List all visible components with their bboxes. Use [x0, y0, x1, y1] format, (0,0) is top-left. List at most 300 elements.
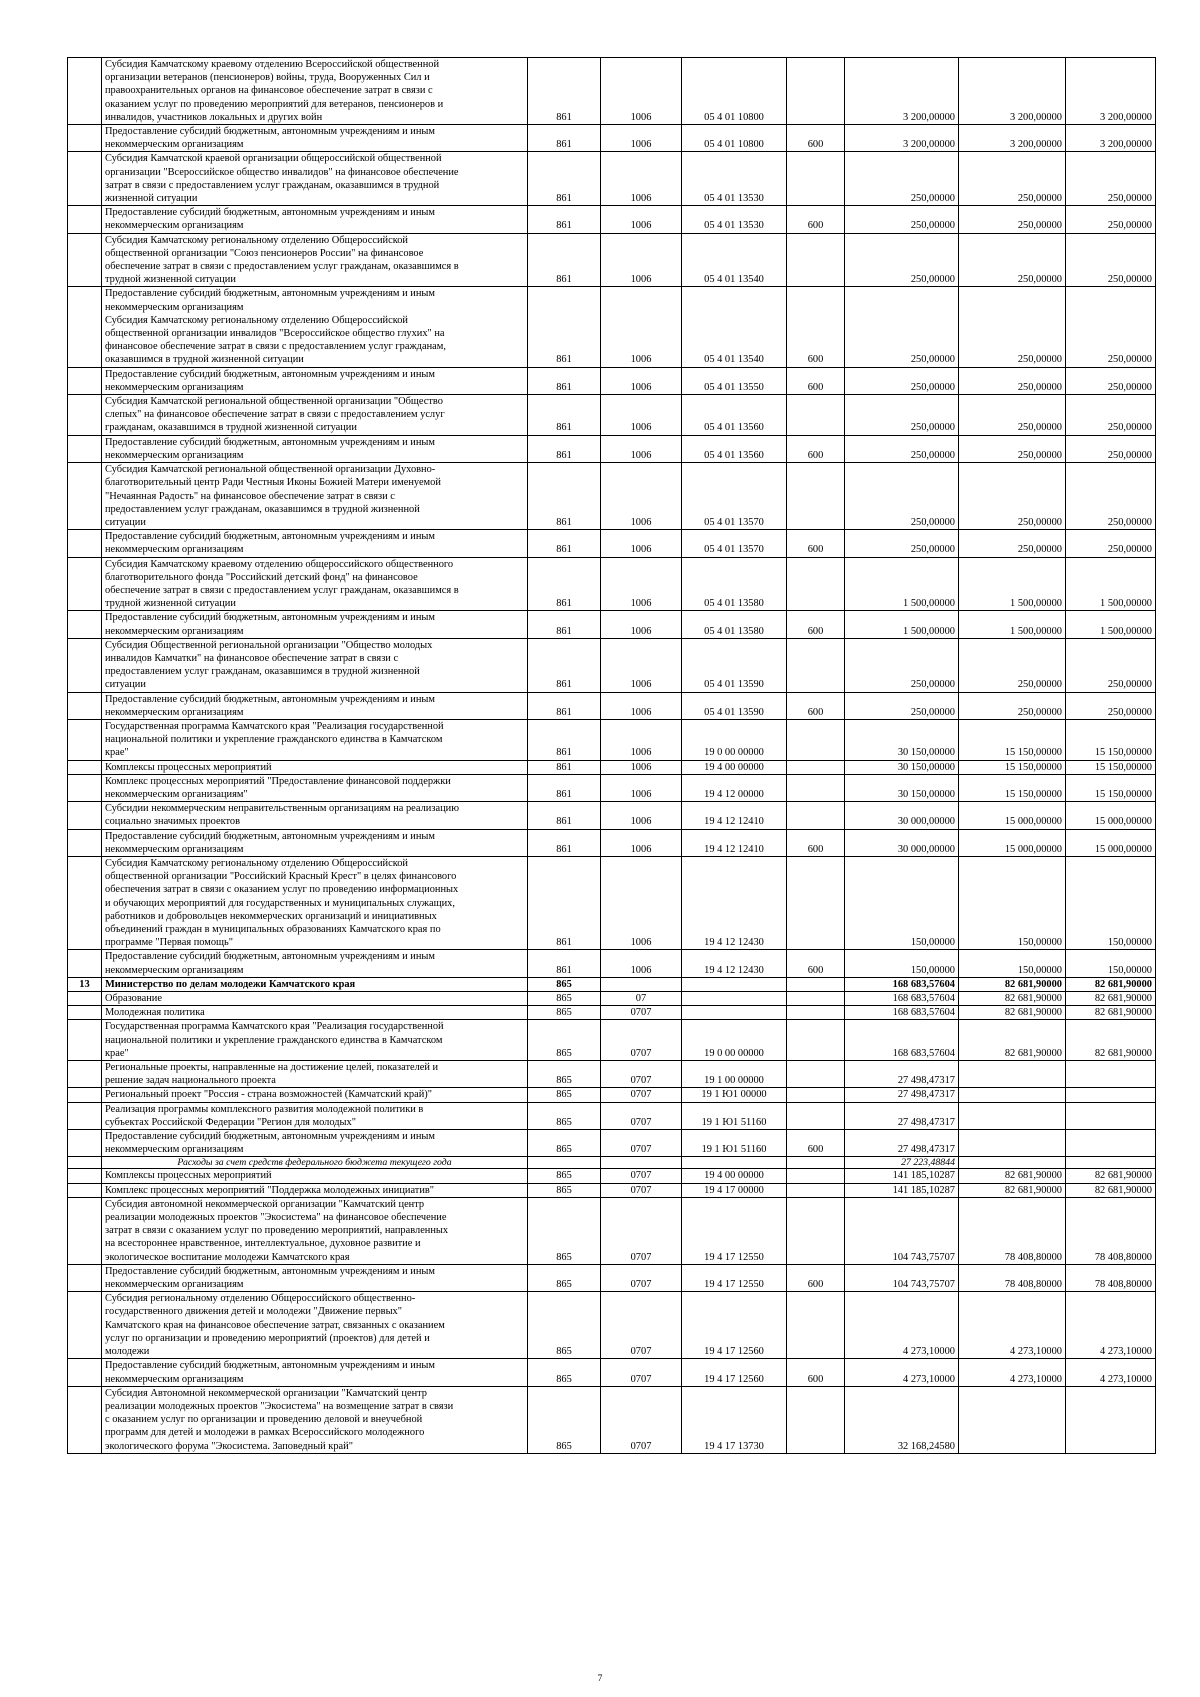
- table-row: [68, 1102, 1156, 1129]
- row-section-code: 0707: [601, 1006, 682, 1020]
- row-target-article: 05 4 01 13530: [682, 206, 787, 233]
- row-value-year2: 15 150,00000: [959, 774, 1066, 801]
- row-name: Предоставление субсидий бюджетным, автономным учреждениям и иным некоммерческим организациям: [102, 530, 528, 557]
- row-grbs-code: 865: [528, 977, 601, 991]
- row-target-article: 19 4 17 12560: [682, 1359, 787, 1386]
- table-row: [68, 829, 1156, 856]
- row-expense-type: [787, 638, 845, 692]
- row-value-year2: 15 000,00000: [959, 802, 1066, 829]
- row-value-year2: 250,00000: [959, 395, 1066, 436]
- table-row: [68, 367, 1156, 394]
- row-value-year2: 82 681,90000: [959, 1183, 1066, 1197]
- row-number: [68, 152, 102, 206]
- row-target-article: 19 1 00 00000: [682, 1061, 787, 1088]
- row-number: [68, 1157, 102, 1169]
- row-grbs-code: 865: [528, 992, 601, 1006]
- row-number: [68, 1292, 102, 1359]
- row-name: Комплекс процессных мероприятий "Предоставление финансовой поддержки некоммерческим организациям": [102, 774, 528, 801]
- row-expense-type: [787, 977, 845, 991]
- row-section-code: 1006: [601, 638, 682, 692]
- row-number: [68, 1183, 102, 1197]
- row-number: [68, 1006, 102, 1020]
- row-expense-type: 600: [787, 367, 845, 394]
- row-number: [68, 367, 102, 394]
- row-value-year1: 27 223,48844: [845, 1157, 959, 1169]
- row-name: Предоставление субсидий бюджетным, автономным учреждениям и иным некоммерческим организациям: [102, 435, 528, 462]
- row-name: Предоставление субсидий бюджетным, автономным учреждениям и иным некоммерческим организациям: [102, 950, 528, 977]
- budget-table-body: [68, 58, 1156, 1454]
- row-name: Субсидия региональному отделению Общероссийского общественно- государственного движения детей и молодежи "Движение первых" Камчатского края на финансовое обеспечение затрат, связанных с оказанием услуг по организации и проведению мероприятий (проектов) для детей и молодежи: [102, 1292, 528, 1359]
- row-grbs-code: 865: [528, 1130, 601, 1157]
- row-grbs-code: 865: [528, 1169, 601, 1183]
- table-row: [68, 463, 1156, 530]
- row-value-year2: 250,00000: [959, 692, 1066, 719]
- row-value-year2: [959, 1130, 1066, 1157]
- row-value-year2: 15 000,00000: [959, 829, 1066, 856]
- row-expense-type: [787, 1386, 845, 1453]
- row-section-code: 1006: [601, 58, 682, 125]
- row-value-year3: 250,00000: [1066, 463, 1156, 530]
- row-grbs-code: 865: [528, 1183, 601, 1197]
- table-row: [68, 1169, 1156, 1183]
- row-expense-type: 600: [787, 125, 845, 152]
- row-value-year1: 250,00000: [845, 692, 959, 719]
- table-row: [68, 1197, 1156, 1264]
- row-value-year1: 141 185,10287: [845, 1169, 959, 1183]
- row-name: Субсидия автономной некоммерческой организации "Камчатский центр реализации молодежных проектов "Экосистема" на финансовое обеспечение затрат в связи с оказанием услуг по проведению мероприятий, направленных на всестороннее нравственное, интеллектуальное, духовное развитие и экологическое воспитание молодежи Камчатского края: [102, 1197, 528, 1264]
- row-section-code: 1006: [601, 287, 682, 367]
- row-value-year3: 82 681,90000: [1066, 992, 1156, 1006]
- row-name: Комплексы процессных мероприятий: [102, 760, 528, 774]
- row-grbs-code: 861: [528, 287, 601, 367]
- row-target-article: [682, 1006, 787, 1020]
- row-name: Предоставление субсидий бюджетным, автономным учреждениям и иным некоммерческим организациям: [102, 1130, 528, 1157]
- row-value-year1: 30 150,00000: [845, 760, 959, 774]
- row-value-year1: 250,00000: [845, 530, 959, 557]
- row-number: [68, 1061, 102, 1088]
- row-value-year2: 250,00000: [959, 206, 1066, 233]
- row-name: Предоставление субсидий бюджетным, автономным учреждениям и иным некоммерческим организациям: [102, 692, 528, 719]
- row-number: [68, 206, 102, 233]
- row-number: 13: [68, 977, 102, 991]
- row-value-year1: 250,00000: [845, 206, 959, 233]
- row-number: [68, 774, 102, 801]
- table-row: [68, 152, 1156, 206]
- row-target-article: [682, 977, 787, 991]
- row-value-year3: 82 681,90000: [1066, 1183, 1156, 1197]
- row-expense-type: [787, 1183, 845, 1197]
- row-grbs-code: 861: [528, 638, 601, 692]
- row-name: Предоставление субсидий бюджетным, автономным учреждениям и иным некоммерческим организациям Субсидия Камчатскому региональному отделению Общероссийской общественной организации инвалидов "Всероссийское общество глухих" на финансовое обеспечение затрат в связи с предоставлением услуг гражданам, оказавшимся в трудной жизненной ситуации: [102, 287, 528, 367]
- row-target-article: 19 4 12 00000: [682, 774, 787, 801]
- row-grbs-code: 861: [528, 950, 601, 977]
- row-value-year3: 4 273,10000: [1066, 1292, 1156, 1359]
- row-value-year2: [959, 1102, 1066, 1129]
- row-value-year2: 82 681,90000: [959, 977, 1066, 991]
- row-value-year3: 250,00000: [1066, 638, 1156, 692]
- row-grbs-code: 861: [528, 125, 601, 152]
- table-row: [68, 856, 1156, 949]
- row-target-article: 19 4 12 12430: [682, 856, 787, 949]
- row-grbs-code: 861: [528, 829, 601, 856]
- row-name: Субсидия Камчатской региональной общественной организации "Общество слепых" на финансовое обеспечение затрат в связи с предоставлением услуг гражданам, оказавшимся в трудной жизненной ситуации: [102, 395, 528, 436]
- row-expense-type: [787, 802, 845, 829]
- table-row: [68, 802, 1156, 829]
- row-value-year3: 15 000,00000: [1066, 829, 1156, 856]
- row-name: Субсидия Камчатскому краевому отделению общероссийского общественного благотворительного фонда "Российский детский фонд" на финансовое обеспечение затрат в связи с предоставлением услуг гражданам, оказавшимся в трудной жизненной ситуации: [102, 557, 528, 611]
- row-number: [68, 638, 102, 692]
- row-grbs-code: 861: [528, 395, 601, 436]
- row-value-year3: 15 150,00000: [1066, 719, 1156, 760]
- row-value-year3: 3 200,00000: [1066, 125, 1156, 152]
- row-target-article: 19 4 12 12410: [682, 802, 787, 829]
- row-expense-type: [787, 1292, 845, 1359]
- row-name: Министерство по делам молодежи Камчатского края: [102, 977, 528, 991]
- row-section-code: 0707: [601, 1197, 682, 1264]
- page-number: 7: [597, 1674, 603, 1684]
- row-section-code: 1006: [601, 774, 682, 801]
- row-value-year2: 82 681,90000: [959, 1169, 1066, 1183]
- row-expense-type: 600: [787, 287, 845, 367]
- table-row: [68, 774, 1156, 801]
- row-grbs-code: 861: [528, 802, 601, 829]
- row-name: Предоставление субсидий бюджетным, автономным учреждениям и иным некоммерческим организациям: [102, 367, 528, 394]
- row-value-year3: 1 500,00000: [1066, 611, 1156, 638]
- row-section-code: 1006: [601, 125, 682, 152]
- row-expense-type: 600: [787, 206, 845, 233]
- row-section-code: 0707: [601, 1102, 682, 1129]
- row-grbs-code: 861: [528, 760, 601, 774]
- row-target-article: 05 4 01 13540: [682, 233, 787, 287]
- row-name: Субсидии некоммерческим неправительственным организациям на реализацию социально значимых проектов: [102, 802, 528, 829]
- row-grbs-code: 861: [528, 856, 601, 949]
- row-grbs-code: 865: [528, 1264, 601, 1291]
- row-section-code: 07: [601, 992, 682, 1006]
- row-value-year2: 250,00000: [959, 287, 1066, 367]
- row-name: Региональные проекты, направленные на достижение целей, показателей и решение задач национального проекта: [102, 1061, 528, 1088]
- table-row: [68, 611, 1156, 638]
- row-name: Предоставление субсидий бюджетным, автономным учреждениям и иным некоммерческим организациям: [102, 611, 528, 638]
- row-value-year3: [1066, 1061, 1156, 1088]
- row-value-year3: 250,00000: [1066, 692, 1156, 719]
- row-number: [68, 435, 102, 462]
- row-target-article: 19 4 00 00000: [682, 760, 787, 774]
- row-grbs-code: 865: [528, 1292, 601, 1359]
- row-expense-type: [787, 1061, 845, 1088]
- row-value-year2: 78 408,80000: [959, 1197, 1066, 1264]
- row-section-code: 0707: [601, 1264, 682, 1291]
- row-section-code: 1006: [601, 557, 682, 611]
- row-value-year2: 1 500,00000: [959, 611, 1066, 638]
- row-value-year1: 168 683,57604: [845, 1006, 959, 1020]
- table-row: [68, 287, 1156, 367]
- row-value-year3: 250,00000: [1066, 287, 1156, 367]
- row-expense-type: [787, 719, 845, 760]
- row-value-year1: 30 150,00000: [845, 719, 959, 760]
- row-grbs-code: 865: [528, 1006, 601, 1020]
- row-value-year3: 250,00000: [1066, 206, 1156, 233]
- row-section-code: 1006: [601, 829, 682, 856]
- row-name: Субсидия Камчатской краевой организации общероссийской общественной организации "Всероссийское общество инвалидов" на финансовое обеспечение затрат в связи с предоставлением услуг гражданам, оказавшимся в трудной жизненной ситуации: [102, 152, 528, 206]
- row-section-code: 1006: [601, 760, 682, 774]
- row-value-year1: 250,00000: [845, 367, 959, 394]
- row-number: [68, 125, 102, 152]
- row-grbs-code: 861: [528, 233, 601, 287]
- row-target-article: 05 4 01 13590: [682, 692, 787, 719]
- row-expense-type: [787, 774, 845, 801]
- row-value-year3: 4 273,10000: [1066, 1359, 1156, 1386]
- row-number: [68, 1102, 102, 1129]
- row-value-year2: [959, 1088, 1066, 1102]
- row-value-year2: 82 681,90000: [959, 1020, 1066, 1061]
- row-number: [68, 1088, 102, 1102]
- row-value-year1: 30 000,00000: [845, 829, 959, 856]
- budget-table: [67, 57, 1156, 1454]
- table-row: [68, 719, 1156, 760]
- row-section-code: 1006: [601, 152, 682, 206]
- row-value-year2: 250,00000: [959, 152, 1066, 206]
- row-name: Государственная программа Камчатского края "Реализация государственной национальной политики и укрепление гражданского единства в Камчатском крае": [102, 719, 528, 760]
- table-row: [68, 395, 1156, 436]
- row-grbs-code: 861: [528, 611, 601, 638]
- row-number: [68, 719, 102, 760]
- row-expense-type: [787, 233, 845, 287]
- row-value-year1: 4 273,10000: [845, 1292, 959, 1359]
- row-value-year2: 250,00000: [959, 463, 1066, 530]
- row-section-code: 0707: [601, 1061, 682, 1088]
- row-value-year1: 4 273,10000: [845, 1359, 959, 1386]
- row-value-year3: [1066, 1130, 1156, 1157]
- row-expense-type: [787, 856, 845, 949]
- row-value-year1: 30 000,00000: [845, 802, 959, 829]
- row-value-year3: 15 150,00000: [1066, 760, 1156, 774]
- row-section-code: 0707: [601, 1386, 682, 1453]
- row-value-year1: 250,00000: [845, 435, 959, 462]
- row-value-year1: 250,00000: [845, 395, 959, 436]
- row-expense-type: 600: [787, 1264, 845, 1291]
- table-row: [68, 950, 1156, 977]
- row-expense-type: [787, 1102, 845, 1129]
- row-target-article: 19 0 00 00000: [682, 1020, 787, 1061]
- row-section-code: 1006: [601, 233, 682, 287]
- row-value-year1: 104 743,75707: [845, 1264, 959, 1291]
- table-row: [68, 206, 1156, 233]
- row-number: [68, 1264, 102, 1291]
- row-value-year3: 15 150,00000: [1066, 774, 1156, 801]
- row-value-year1: 30 150,00000: [845, 774, 959, 801]
- table-row: [68, 1183, 1156, 1197]
- row-number: [68, 692, 102, 719]
- row-value-year3: 1 500,00000: [1066, 557, 1156, 611]
- table-row: [68, 1292, 1156, 1359]
- row-value-year2: 250,00000: [959, 638, 1066, 692]
- row-target-article: 05 4 01 13540: [682, 287, 787, 367]
- row-name: Расходы за счет средств федерального бюджета текущего года: [102, 1157, 528, 1169]
- row-value-year2: 3 200,00000: [959, 58, 1066, 125]
- row-expense-type: 600: [787, 611, 845, 638]
- row-value-year3: 82 681,90000: [1066, 1020, 1156, 1061]
- row-value-year1: 3 200,00000: [845, 58, 959, 125]
- row-expense-type: [787, 1169, 845, 1183]
- table-row: [68, 1130, 1156, 1157]
- row-value-year3: 250,00000: [1066, 233, 1156, 287]
- row-name: Комплексы процессных мероприятий: [102, 1169, 528, 1183]
- row-expense-type: 600: [787, 1359, 845, 1386]
- row-target-article: [682, 992, 787, 1006]
- table-row: [68, 992, 1156, 1006]
- row-value-year2: 82 681,90000: [959, 992, 1066, 1006]
- row-target-article: 05 4 01 13570: [682, 530, 787, 557]
- row-value-year1: 150,00000: [845, 856, 959, 949]
- row-number: [68, 856, 102, 949]
- row-value-year1: 250,00000: [845, 287, 959, 367]
- row-value-year3: 15 000,00000: [1066, 802, 1156, 829]
- row-number: [68, 233, 102, 287]
- row-value-year3: 78 408,80000: [1066, 1264, 1156, 1291]
- row-number: [68, 557, 102, 611]
- table-row: [68, 1264, 1156, 1291]
- row-value-year2: 250,00000: [959, 435, 1066, 462]
- row-section-code: 1006: [601, 950, 682, 977]
- row-value-year3: 250,00000: [1066, 435, 1156, 462]
- row-name: Региональный проект "Россия - страна возможностей (Камчатский край)": [102, 1088, 528, 1102]
- row-number: [68, 1020, 102, 1061]
- row-number: [68, 395, 102, 436]
- table-row: [68, 58, 1156, 125]
- table-row: [68, 760, 1156, 774]
- row-target-article: 19 4 00 00000: [682, 1169, 787, 1183]
- row-target-article: 05 4 01 10800: [682, 58, 787, 125]
- row-number: [68, 611, 102, 638]
- row-number: [68, 287, 102, 367]
- row-name: Государственная программа Камчатского края "Реализация государственной национальной политики и укрепление гражданского единства в Камчатском крае": [102, 1020, 528, 1061]
- row-value-year1: 250,00000: [845, 638, 959, 692]
- row-section-code: [601, 977, 682, 991]
- row-section-code: 1006: [601, 719, 682, 760]
- row-section-code: 1006: [601, 463, 682, 530]
- table-row: [68, 977, 1156, 991]
- row-value-year2: [959, 1386, 1066, 1453]
- row-number: [68, 58, 102, 125]
- row-name: Субсидия Камчатскому региональному отделению Общероссийской общественной организации "Российский Красный Крест" в целях финансового обеспечения затрат в связи с оказанием услуг по проведению информационных и обучающих мероприятий для государственных и муниципальных служащих, работников и добровольцев некоммерческих организаций и инициативных объединений граждан в муниципальных образованиях Камчатского края по программе "Первая помощь": [102, 856, 528, 949]
- row-target-article: 19 4 17 00000: [682, 1183, 787, 1197]
- row-value-year2: 250,00000: [959, 530, 1066, 557]
- row-name: Субсидия Камчатскому региональному отделению Общероссийской общественной организации "Союз пенсионеров России" на финансовое обеспечение затрат в связи с предоставлением услуг гражданам, оказавшимся в трудной жизненной ситуации: [102, 233, 528, 287]
- row-value-year2: 15 150,00000: [959, 760, 1066, 774]
- row-grbs-code: 861: [528, 557, 601, 611]
- row-target-article: 05 4 01 13550: [682, 367, 787, 394]
- row-target-article: 19 1 Ю1 00000: [682, 1088, 787, 1102]
- row-number: [68, 802, 102, 829]
- row-name: Предоставление субсидий бюджетным, автономным учреждениям и иным некоммерческим организациям: [102, 1264, 528, 1291]
- row-expense-type: 600: [787, 1130, 845, 1157]
- row-value-year1: 104 743,75707: [845, 1197, 959, 1264]
- row-section-code: 1006: [601, 530, 682, 557]
- row-value-year1: 1 500,00000: [845, 611, 959, 638]
- row-grbs-code: 861: [528, 435, 601, 462]
- row-grbs-code: 865: [528, 1020, 601, 1061]
- table-row: [68, 435, 1156, 462]
- row-expense-type: [787, 992, 845, 1006]
- row-value-year3: 78 408,80000: [1066, 1197, 1156, 1264]
- row-value-year3: [1066, 1157, 1156, 1169]
- row-name: Субсидия Камчатской региональной общественной организации Духовно- благотворительный центр Ради Честныя Иконы Божией Матери именуемой "Нечаянная Радость" на финансовое обеспечение затрат в связи с предоставлением услуг гражданам, оказавшимся в трудной жизненной ситуации: [102, 463, 528, 530]
- row-section-code: 1006: [601, 367, 682, 394]
- row-number: [68, 1169, 102, 1183]
- row-grbs-code: 865: [528, 1197, 601, 1264]
- row-grbs-code: [528, 1157, 601, 1169]
- row-target-article: 05 4 01 13560: [682, 435, 787, 462]
- row-value-year1: 27 498,47317: [845, 1130, 959, 1157]
- row-name: Предоставление субсидий бюджетным, автономным учреждениям и иным некоммерческим организациям: [102, 206, 528, 233]
- row-value-year2: 78 408,80000: [959, 1264, 1066, 1291]
- row-expense-type: [787, 760, 845, 774]
- row-value-year2: [959, 1061, 1066, 1088]
- row-section-code: 0707: [601, 1088, 682, 1102]
- row-target-article: 19 4 17 12550: [682, 1197, 787, 1264]
- row-number: [68, 950, 102, 977]
- row-target-article: 05 4 01 13590: [682, 638, 787, 692]
- row-value-year3: 250,00000: [1066, 530, 1156, 557]
- row-grbs-code: 865: [528, 1386, 601, 1453]
- row-section-code: 1006: [601, 802, 682, 829]
- budget-table-sheet: [67, 57, 1155, 1454]
- row-section-code: 1006: [601, 611, 682, 638]
- row-grbs-code: 861: [528, 463, 601, 530]
- row-name: Образование: [102, 992, 528, 1006]
- row-name: Субсидия Камчатскому краевому отделению Всероссийской общественной организации ветеранов (пенсионеров) войны, труда, Вооруженных Сил и правоохранительных органов на финансовое обеспечение затрат в связи с оказанием услуг по проведению мероприятий для ветеранов, пенсионеров и инвалидов, участников локальных и других войн: [102, 58, 528, 125]
- row-grbs-code: 861: [528, 152, 601, 206]
- row-value-year1: 141 185,10287: [845, 1183, 959, 1197]
- row-value-year1: 27 498,47317: [845, 1102, 959, 1129]
- row-target-article: [682, 1157, 787, 1169]
- row-value-year2: 150,00000: [959, 950, 1066, 977]
- row-expense-type: 600: [787, 530, 845, 557]
- row-expense-type: [787, 58, 845, 125]
- row-value-year1: 250,00000: [845, 233, 959, 287]
- row-value-year3: [1066, 1386, 1156, 1453]
- row-target-article: 05 4 01 13560: [682, 395, 787, 436]
- row-expense-type: 600: [787, 950, 845, 977]
- row-expense-type: [787, 1006, 845, 1020]
- table-row: [68, 1157, 1156, 1169]
- row-target-article: 19 1 Ю1 51160: [682, 1102, 787, 1129]
- row-number: [68, 530, 102, 557]
- row-expense-type: [787, 395, 845, 436]
- row-grbs-code: 865: [528, 1102, 601, 1129]
- row-value-year3: 3 200,00000: [1066, 58, 1156, 125]
- row-expense-type: [787, 1197, 845, 1264]
- row-target-article: 05 4 01 10800: [682, 125, 787, 152]
- row-value-year3: 150,00000: [1066, 856, 1156, 949]
- row-section-code: 1006: [601, 206, 682, 233]
- row-section-code: 0707: [601, 1292, 682, 1359]
- row-value-year2: 250,00000: [959, 233, 1066, 287]
- row-value-year1: 250,00000: [845, 152, 959, 206]
- row-expense-type: [787, 152, 845, 206]
- row-value-year3: 250,00000: [1066, 367, 1156, 394]
- row-value-year3: 250,00000: [1066, 152, 1156, 206]
- row-value-year1: 27 498,47317: [845, 1061, 959, 1088]
- row-section-code: 1006: [601, 435, 682, 462]
- table-row: [68, 557, 1156, 611]
- row-grbs-code: 861: [528, 367, 601, 394]
- row-value-year2: 4 273,10000: [959, 1359, 1066, 1386]
- row-number: [68, 1130, 102, 1157]
- row-number: [68, 1359, 102, 1386]
- row-target-article: 05 4 01 13580: [682, 557, 787, 611]
- row-name: Субсидия Автономной некоммерческой организации "Камчатский центр реализации молодежных проектов "Экосистема" на возмещение затрат в связи с оказанием услуг по организации и проведению деловой и внеучебной программ для детей и молодежи в рамках Всероссийского молодежного экологического форума "Экосистема. Заповедный край": [102, 1386, 528, 1453]
